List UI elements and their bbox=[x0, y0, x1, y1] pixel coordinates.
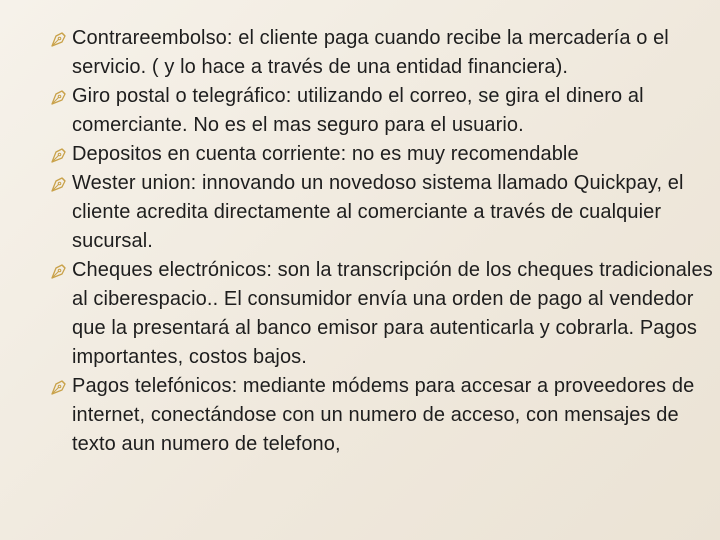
hollow-pen-nib-icon bbox=[50, 378, 68, 396]
hollow-pen-nib-icon bbox=[50, 262, 68, 280]
bullet-text: Giro postal o telegráfico: utilizando el correo, se gira el dinero al comerciante. No es el mas seguro para el usuario. bbox=[72, 85, 644, 136]
bullet-text: Pagos telefónicos: mediante módems para accesar a proveedores de internet, conectándose con un numero de acceso, con mensajes de texto aun numero de telefono, bbox=[72, 375, 695, 455]
hollow-pen-nib-icon bbox=[50, 30, 68, 48]
bullet-item bbox=[46, 256, 716, 372]
bullet-list bbox=[46, 24, 716, 459]
bullet-text: Depositos en cuenta corriente: no es muy recomendable bbox=[72, 143, 579, 165]
bullet-item bbox=[46, 82, 716, 140]
bullet-text: Wester union: innovando un novedoso sistema llamado Quickpay, el cliente acredita directamente al comerciante a través de cualquier sucursal. bbox=[72, 172, 684, 252]
hollow-pen-nib-icon bbox=[50, 88, 68, 106]
bullet-item bbox=[46, 24, 716, 82]
bullet-item bbox=[46, 140, 716, 169]
hollow-pen-nib-icon bbox=[50, 146, 68, 164]
bullet-text: Cheques electrónicos: son la transcripción de los cheques tradicionales al ciberespacio.. El consumidor envía una orden de pago al vendedor que la presentará al banco emisor para autenticarla y cobrarla. Pagos importantes, costos bajos. bbox=[72, 259, 713, 368]
bullet-item bbox=[46, 169, 716, 256]
hollow-pen-nib-icon bbox=[50, 175, 68, 193]
bullet-text: Contrareembolso: el cliente paga cuando recibe la mercadería o el servicio. ( y lo hace a través de una entidad financiera). bbox=[72, 27, 669, 78]
bullet-item bbox=[46, 372, 716, 459]
